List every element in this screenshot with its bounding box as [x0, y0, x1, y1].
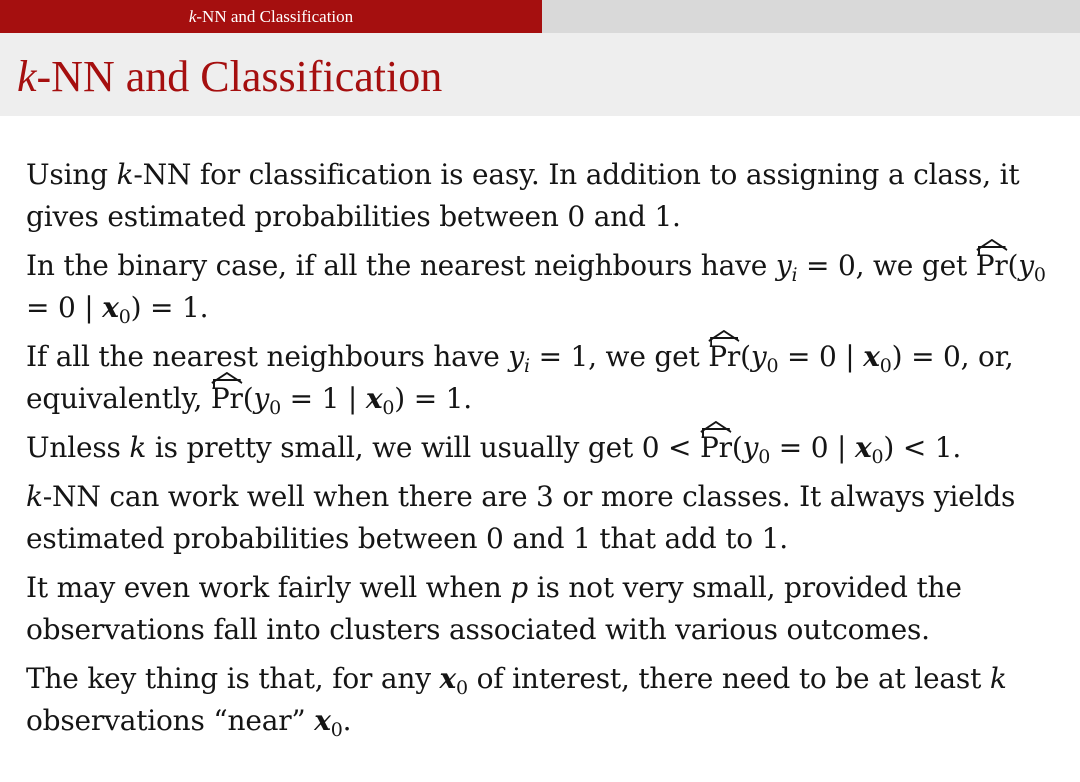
slide-content — [26, 154, 1066, 749]
slide-title-k: k — [17, 52, 37, 101]
paragraph-3: If all the nearest neighbours have $y_i = 1$, we get P $r(y_0 = 0$ | $x_0) = 0$, or, equivalently, P $r(y_0 = 1$ | $x_0) = 1$. — [26, 336, 1066, 420]
paragraph-1: Using k-NN for classification is easy. In addition to assigning a class, it gives estimated probabilities between 0 and 1. — [26, 158, 1020, 233]
slide-title — [17, 49, 442, 105]
header-bar — [0, 0, 1080, 33]
section-tab[interactable] — [0, 0, 542, 33]
section-tab-label: -NN and Classification — [196, 6, 354, 26]
paragraph-4: Unless k is pretty small, we will usually get 0 < P $r(y_0 = 0$ | $x_0) < 1$. — [26, 427, 1066, 469]
paragraph-2: In the binary case, if all the nearest neighbours have $y_i = 0$, we get P $r(y_0 = 0$ | $x_0) = 1$. — [26, 245, 1066, 329]
paragraph-6: It may even work fairly well when p is not very small, provided the observations fall into clusters associated with various outcomes. — [26, 571, 962, 646]
paragraph-5: k-NN can work well when there are 3 or more classes. It always yields estimated probabilities between 0 and 1 that add to 1. — [26, 480, 1016, 555]
section-tab-k: k — [188, 6, 197, 26]
slide-title-text: -NN and Classification — [36, 52, 443, 101]
paragraph-7: The key thing is that, for any $x_0$ of interest, there need to be at least k observations “near” $x_0$. — [26, 662, 1007, 741]
